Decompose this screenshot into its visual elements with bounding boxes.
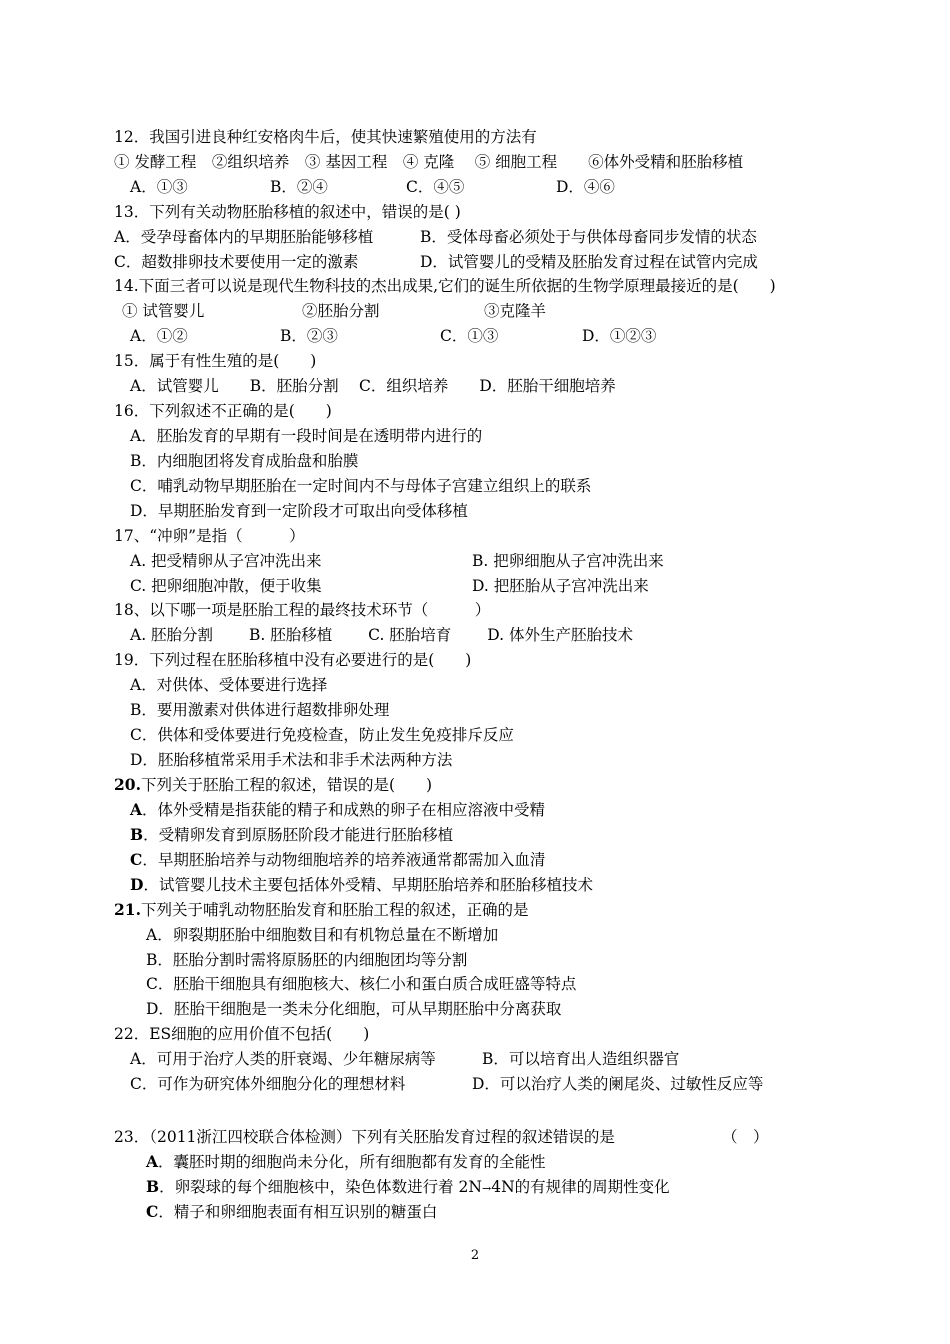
question-21-number: 21. (114, 900, 141, 919)
question-12-option-b: B．②④ (270, 178, 328, 196)
question-18-options: A. 胚胎分割 B. 胚胎移植 C. 胚胎培育 D. 体外生产胚胎技术 (130, 626, 633, 644)
question-14-item-1: ① 试管婴儿 (122, 302, 205, 320)
question-20-option-d (130, 875, 593, 895)
question-14-option-b: B．②③ (280, 327, 338, 345)
question-14-stem: 14.下面三者可以说是现代生物科技的杰出成果,它们的诞生所依据的生物学原理最接近的是( ) (114, 277, 776, 295)
option-letter: B (130, 825, 144, 844)
question-19-option-b: B．要用激素对供体进行超数排卵处理 (130, 701, 390, 719)
option-text: ．精子和卵细胞表面有相互识别的糖蛋白 (158, 1203, 438, 1221)
option-text: ．体外受精是指获能的精子和成熟的卵子在相应溶液中受精 (142, 801, 546, 819)
option-letter: C (146, 1202, 159, 1221)
question-21-option-a: A．卵裂期胚胎中细胞数目和有机物总量在不断增加 (146, 926, 499, 944)
question-21-option-d: D．胚胎干细胞是一类未分化细胞，可从早期胚胎中分离获取 (146, 1000, 562, 1018)
question-19-option-c: C．供体和受体要进行免疫检查，防止发生免疫排斥反应 (130, 726, 514, 744)
question-14-option-d: D．①②③ (582, 327, 657, 345)
question-17-option-b: B. 把卵细胞从子宫冲洗出来 (472, 552, 664, 570)
question-22-option-b: B．可以培育出人造组织器官 (482, 1050, 680, 1068)
question-16-option-c: C．哺乳动物早期胚胎在一定时间内不与母体子宫建立组织上的联系 (130, 477, 592, 495)
option-text: ．卵裂球的每个细胞核中，染色体数进行着 (159, 1178, 459, 1196)
question-23-stem: 23．（2011浙江四校联合体检测）下列有关胚胎发育过程的叙述错误的是 (114, 1128, 615, 1146)
question-20-number: 20. (114, 775, 141, 794)
question-21-stem: 下列关于哺乳动物胚胎发育和胚胎工程的叙述，正确的是 (140, 901, 529, 919)
question-20-option-a (130, 800, 545, 820)
formula-2n: 2N (458, 1178, 482, 1196)
question-17-option-a: A. 把受精卵从子宫冲洗出来 (130, 552, 322, 570)
question-12-option-a: A．①③ (130, 178, 188, 196)
question-16-stem: 16．下列叙述不正确的是( ) (114, 402, 332, 420)
question-20-option-b (130, 825, 453, 845)
question-13-option-d: D．试管婴儿的受精及胚胎发育过程在试管内完成 (420, 253, 758, 271)
question-12-option-d: D．④⑥ (556, 178, 615, 196)
option-letter: A (146, 1152, 159, 1171)
question-19-stem: 19．下列过程在胚胎移植中没有必要进行的是( ) (114, 651, 472, 669)
question-18-stem: 18、以下哪一项是胚胎工程的最终技术环节（ ） (114, 601, 491, 619)
question-16-option-a: A．胚胎发育的早期有一段时间是在透明带内进行的 (130, 427, 483, 445)
question-14-item-3: ③克隆羊 (484, 302, 547, 320)
question-23-option-a (146, 1152, 546, 1172)
question-22-option-d: D．可以治疗人类的阑尾炎、过敏性反应等 (472, 1075, 764, 1093)
question-17-option-c: C. 把卵细胞冲散，便于收集 (130, 577, 322, 595)
question-13-stem: 13．下列有关动物胚胎移植的叙述中，错误的是( ) (114, 203, 461, 221)
question-14-item-2: ②胚胎分割 (302, 302, 380, 320)
question-14-option-a: A．①② (130, 327, 188, 345)
question-22-option-a: A．可用于治疗人类的肝衰竭、少年糖尿病等 (130, 1050, 436, 1068)
option-text: ．早期胚胎培养与动物细胞培养的培养液通常都需加入血清 (142, 851, 546, 869)
question-20-stem-line (114, 775, 432, 795)
question-21-stem-line (114, 900, 528, 920)
question-21-option-b: B．胚胎分割时需将原肠胚的内细胞团均等分割 (146, 951, 468, 969)
question-20-stem: 下列关于胚胎工程的叙述，错误的是( ) (140, 776, 433, 794)
option-letter: A (130, 800, 143, 819)
question-19-option-a: A．对供体、受体要进行选择 (130, 676, 328, 694)
option-letter: B (146, 1177, 160, 1196)
question-15-stem: 15．属于有性生殖的是( ) (114, 352, 317, 370)
formula-4n: 4N (491, 1178, 515, 1196)
question-17-stem: 17、“冲卵”是指（ ） (114, 527, 305, 545)
option-text: ．受精卵发育到原肠胚阶段才能进行胚胎移植 (143, 826, 454, 844)
question-20-option-c (130, 850, 545, 870)
option-text: ．囊胚时期的细胞尚未分化，所有细胞都有发育的全能性 (158, 1153, 546, 1171)
question-19-option-d: D．胚胎移植常采用手术法和非手术法两种方法 (130, 751, 453, 769)
question-23-option-b (146, 1177, 670, 1199)
option-letter: C (130, 850, 143, 869)
option-text-tail: 的有规律的周期性变化 (514, 1178, 670, 1196)
question-22-stem: 22．ES细胞的应用价值不包括( ) (114, 1025, 370, 1043)
question-23-option-c (146, 1202, 437, 1222)
question-23-answer-paren: （ ） (722, 1128, 769, 1146)
question-16-option-d: D．早期胚胎发育到一定阶段才可取出向受体移植 (130, 502, 468, 520)
question-16-option-b: B．内细胞团将发育成胎盘和胎膜 (130, 452, 359, 470)
page-number: 2 (470, 1248, 480, 1263)
option-text: ．试管婴儿技术主要包括体外受精、早期胚胎培养和胚胎移植技术 (143, 876, 593, 894)
question-13-option-c: C．超数排卵技术要使用一定的激素 (114, 253, 359, 271)
question-13-option-b: B．受体母畜必须处于与供体母畜同步发情的状态 (420, 228, 757, 246)
question-12-items: ① 发酵工程 ②组织培养 ③ 基因工程 ④ 克隆 ⑤ 细胞工程 ⑥体外受精和胚胎移植 (114, 153, 744, 171)
question-14-option-c: C．①③ (440, 327, 499, 345)
arrow-symbol: → (481, 1182, 492, 1195)
question-12-stem: 12．我国引进良种红安格肉牛后，使其快速繁殖使用的方法有 (114, 128, 537, 146)
question-15-options: A．试管婴儿 B．胚胎分割 C．组织培养 D．胚胎干细胞培养 (130, 377, 616, 395)
question-13-option-a: A．受孕母畜体内的早期胚胎能够移植 (114, 228, 374, 246)
question-17-option-d: D. 把胚胎从子宫冲洗出来 (472, 577, 649, 595)
option-letter: D (130, 875, 144, 894)
question-21-option-c: C．胚胎干细胞具有细胞核大、核仁小和蛋白质合成旺盛等特点 (146, 975, 577, 993)
question-22-option-c: C．可作为研究体外细胞分化的理想材料 (130, 1075, 406, 1093)
question-12-option-c: C．④⑤ (406, 178, 465, 196)
